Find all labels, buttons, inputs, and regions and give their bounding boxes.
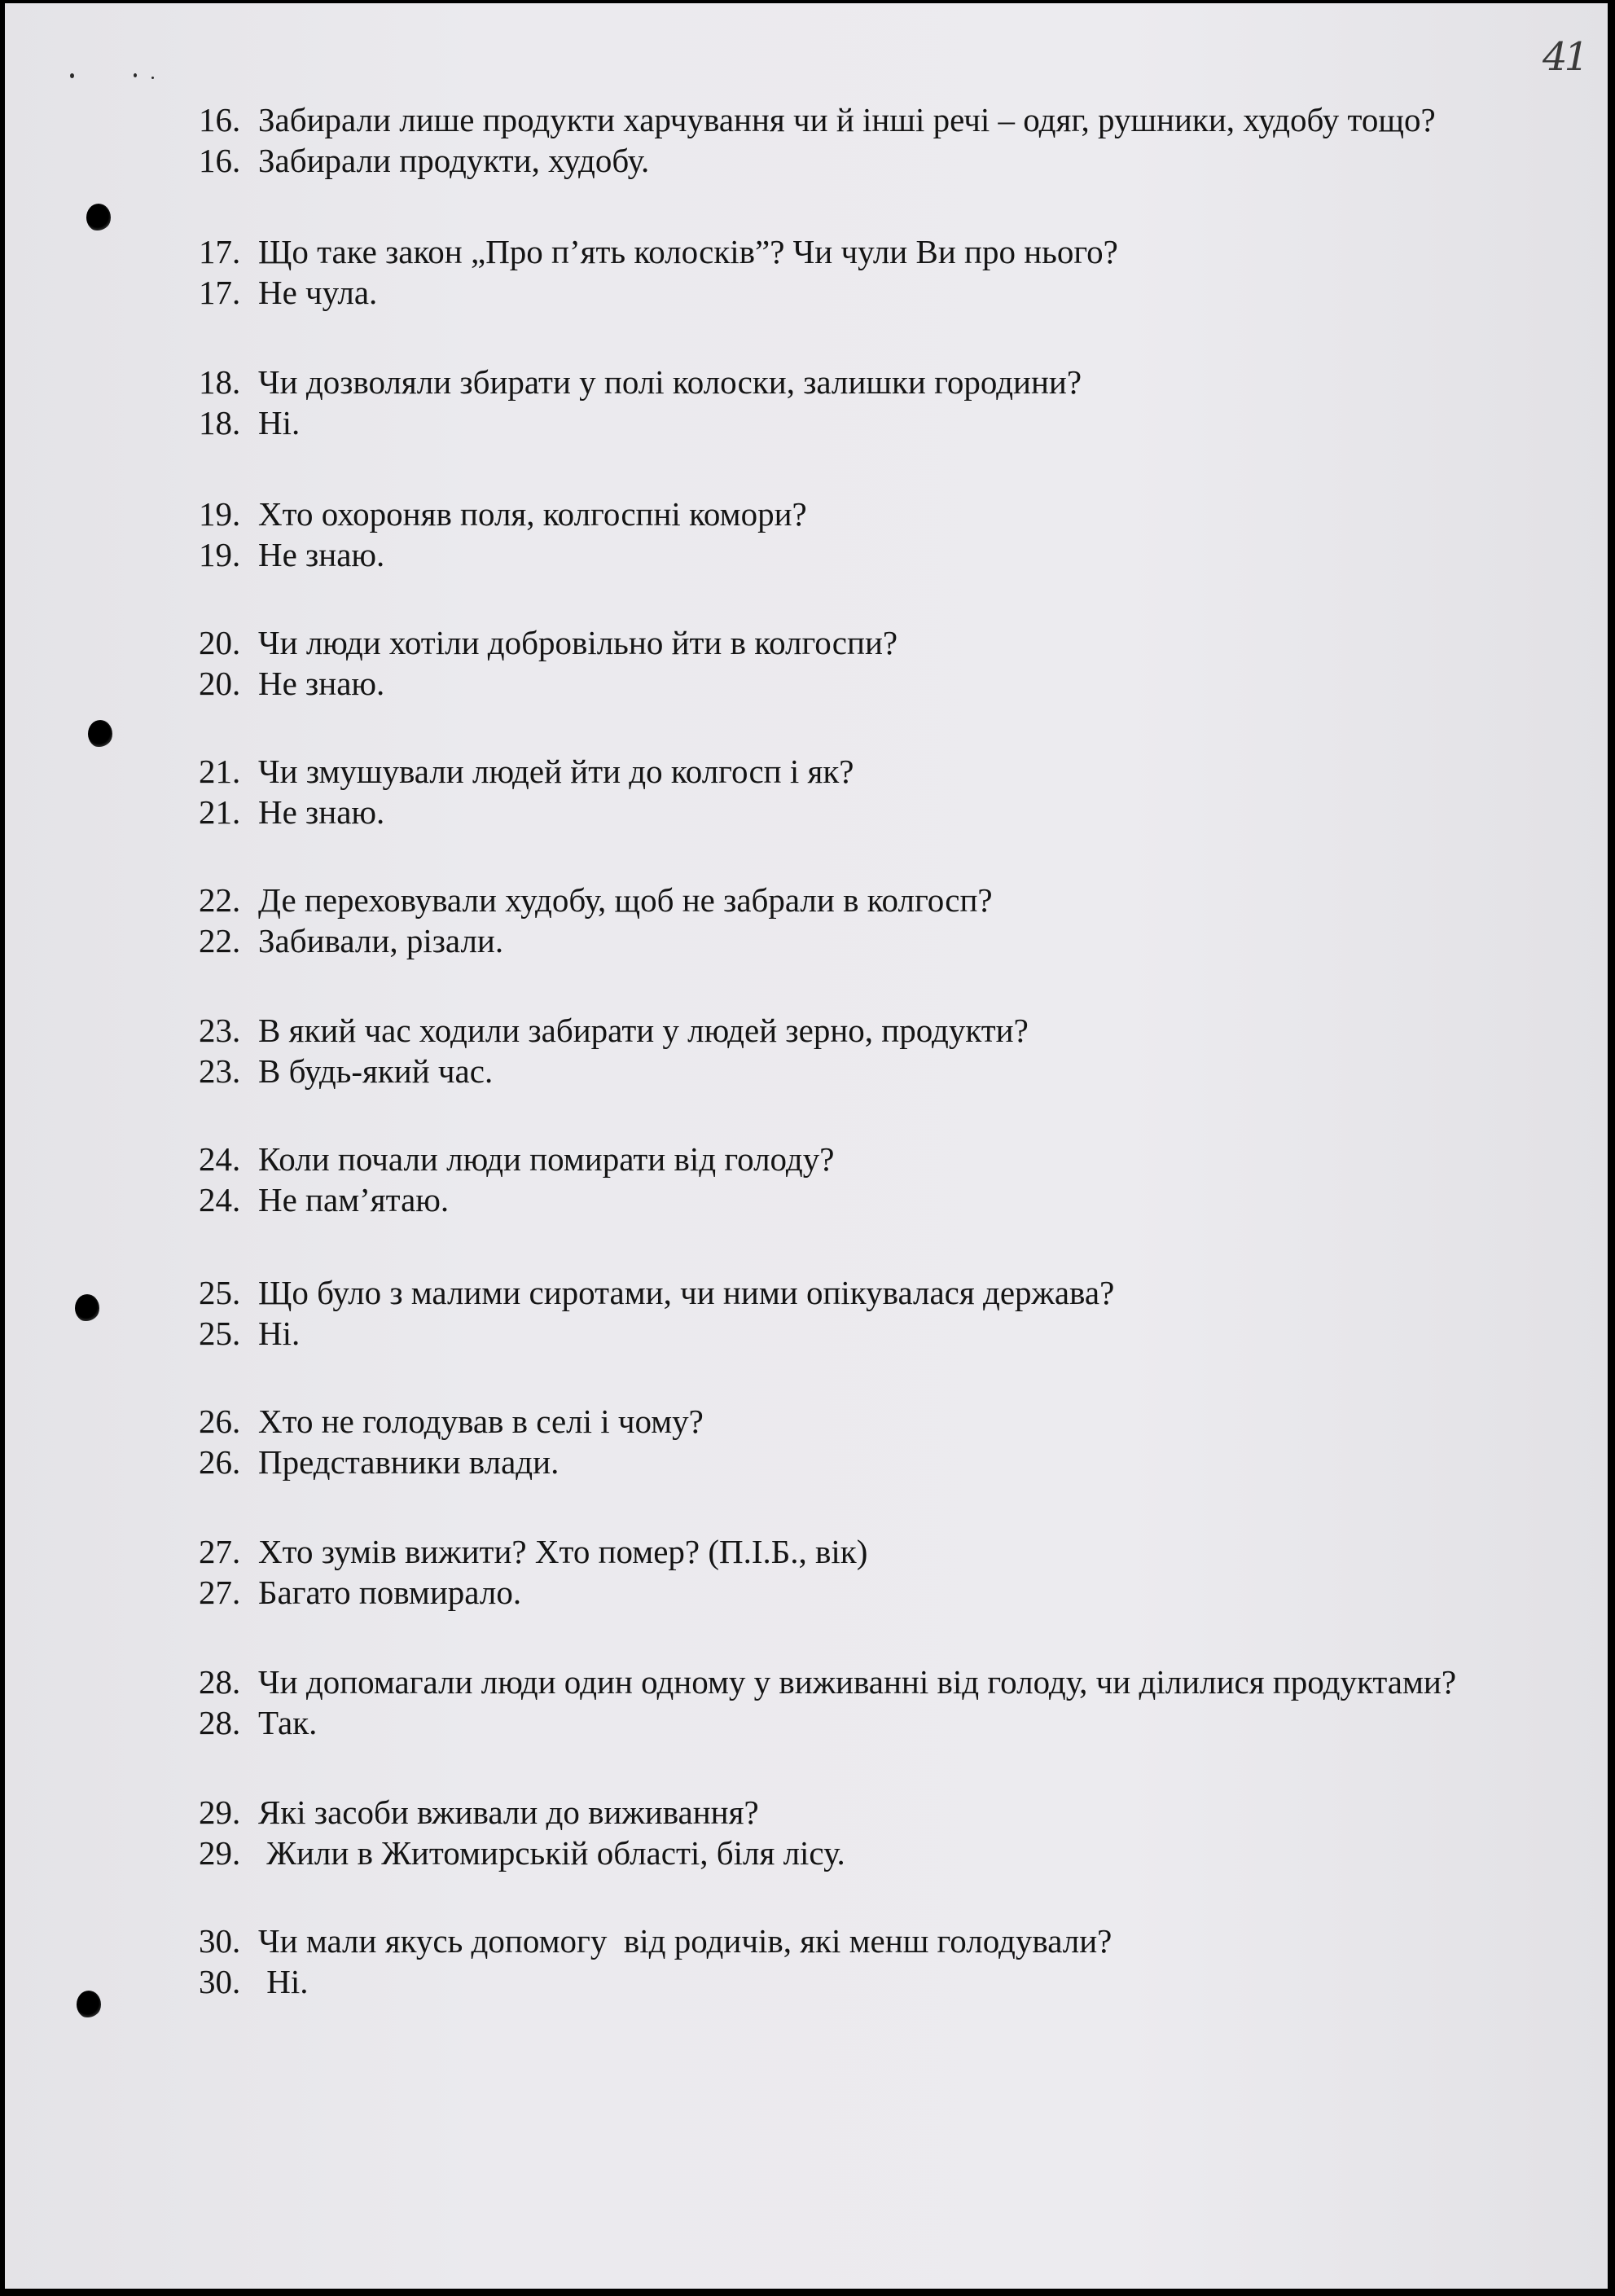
answer: 20. Не знаю. <box>199 665 385 702</box>
qa-item-28 <box>199 1662 1469 1743</box>
page-number: 41 <box>1543 34 1586 80</box>
question: 25. Що було з малими сиротами, чи ними опікувалася держава? <box>199 1274 1115 1311</box>
question: 23. В який час ходили забирати у людей зерно, продукти? <box>199 1012 1029 1049</box>
qa-item-22 <box>199 880 1469 961</box>
qa-item-19 <box>199 494 1469 575</box>
answer: 28. Так. <box>199 1704 318 1741</box>
question: 30. Чи мали якусь допомогу від родичів, які менш голодували? <box>199 1922 1113 1960</box>
answer: 29. Жили в Житомирській області, біля лісу. <box>199 1834 845 1872</box>
speck-mark <box>151 77 154 79</box>
question-answer-list <box>199 99 1469 2002</box>
question: 20. Чи люди хотіли добровільно йти в колгоспи? <box>199 624 898 661</box>
question: 28. Чи допомагали люди один одному у виживанні від голоду, чи ділилися продуктами? <box>199 1663 1457 1701</box>
qa-item-30 <box>199 1921 1469 2002</box>
question: 22. Де переховували худобу, щоб не забрали в колгосп? <box>199 881 993 919</box>
qa-item-27 <box>199 1531 1469 1613</box>
answer: 30. Ні. <box>199 1963 309 2000</box>
question: 24. Коли почали люди помирати від голоду? <box>199 1140 835 1178</box>
document-page <box>5 3 1608 2289</box>
answer: 21. Не знаю. <box>199 793 385 831</box>
answer: 23. В будь-який час. <box>199 1052 494 1090</box>
answer: 22. Забивали, різали. <box>199 922 504 959</box>
qa-item-18 <box>199 362 1469 443</box>
question: 21. Чи змушували людей йти до колгосп і як? <box>199 753 854 790</box>
qa-item-24 <box>199 1139 1469 1220</box>
qa-item-29 <box>199 1792 1469 1873</box>
punch-hole <box>77 1991 101 2018</box>
question: 19. Хто охороняв поля, колгоспні комори? <box>199 495 807 533</box>
answer: 19. Не знаю. <box>199 536 385 573</box>
answer: 18. Ні. <box>199 404 301 441</box>
qa-item-20 <box>199 622 1469 704</box>
qa-item-16 <box>199 99 1469 181</box>
answer: 27. Багато повмирало. <box>199 1574 522 1611</box>
answer: 17. Не чула. <box>199 274 378 311</box>
qa-item-23 <box>199 1010 1469 1091</box>
question: 18. Чи дозволяли збирати у полі колоски, залишки городини? <box>199 363 1082 401</box>
speck-mark <box>70 73 74 78</box>
question: 17. Що таке закон „Про п’ять колосків”? Чи чули Ви про нього? <box>199 233 1118 270</box>
punch-hole <box>75 1294 99 1322</box>
question: 26. Хто не голодував в селі і чому? <box>199 1403 704 1440</box>
question: 27. Хто зумів вижити? Хто помер? (П.І.Б., вік) <box>199 1533 868 1570</box>
qa-item-21 <box>199 751 1469 832</box>
answer: 25. Ні. <box>199 1315 301 1352</box>
qa-item-17 <box>199 231 1469 313</box>
punch-hole <box>88 720 112 748</box>
answer: 16. Забирали продукти, худобу. <box>199 142 650 179</box>
answer: 26. Представники влади. <box>199 1443 560 1481</box>
qa-item-25 <box>199 1272 1469 1354</box>
question: 29. Які засоби вживали до виживання? <box>199 1793 759 1831</box>
qa-item-26 <box>199 1401 1469 1482</box>
punch-hole <box>86 204 111 231</box>
question: 16. Забирали лише продукти харчування чи й інші речі – одяг, рушники, худобу тощо? <box>199 101 1436 138</box>
speck-mark <box>134 73 137 77</box>
answer: 24. Не пам’ятаю. <box>199 1181 450 1218</box>
